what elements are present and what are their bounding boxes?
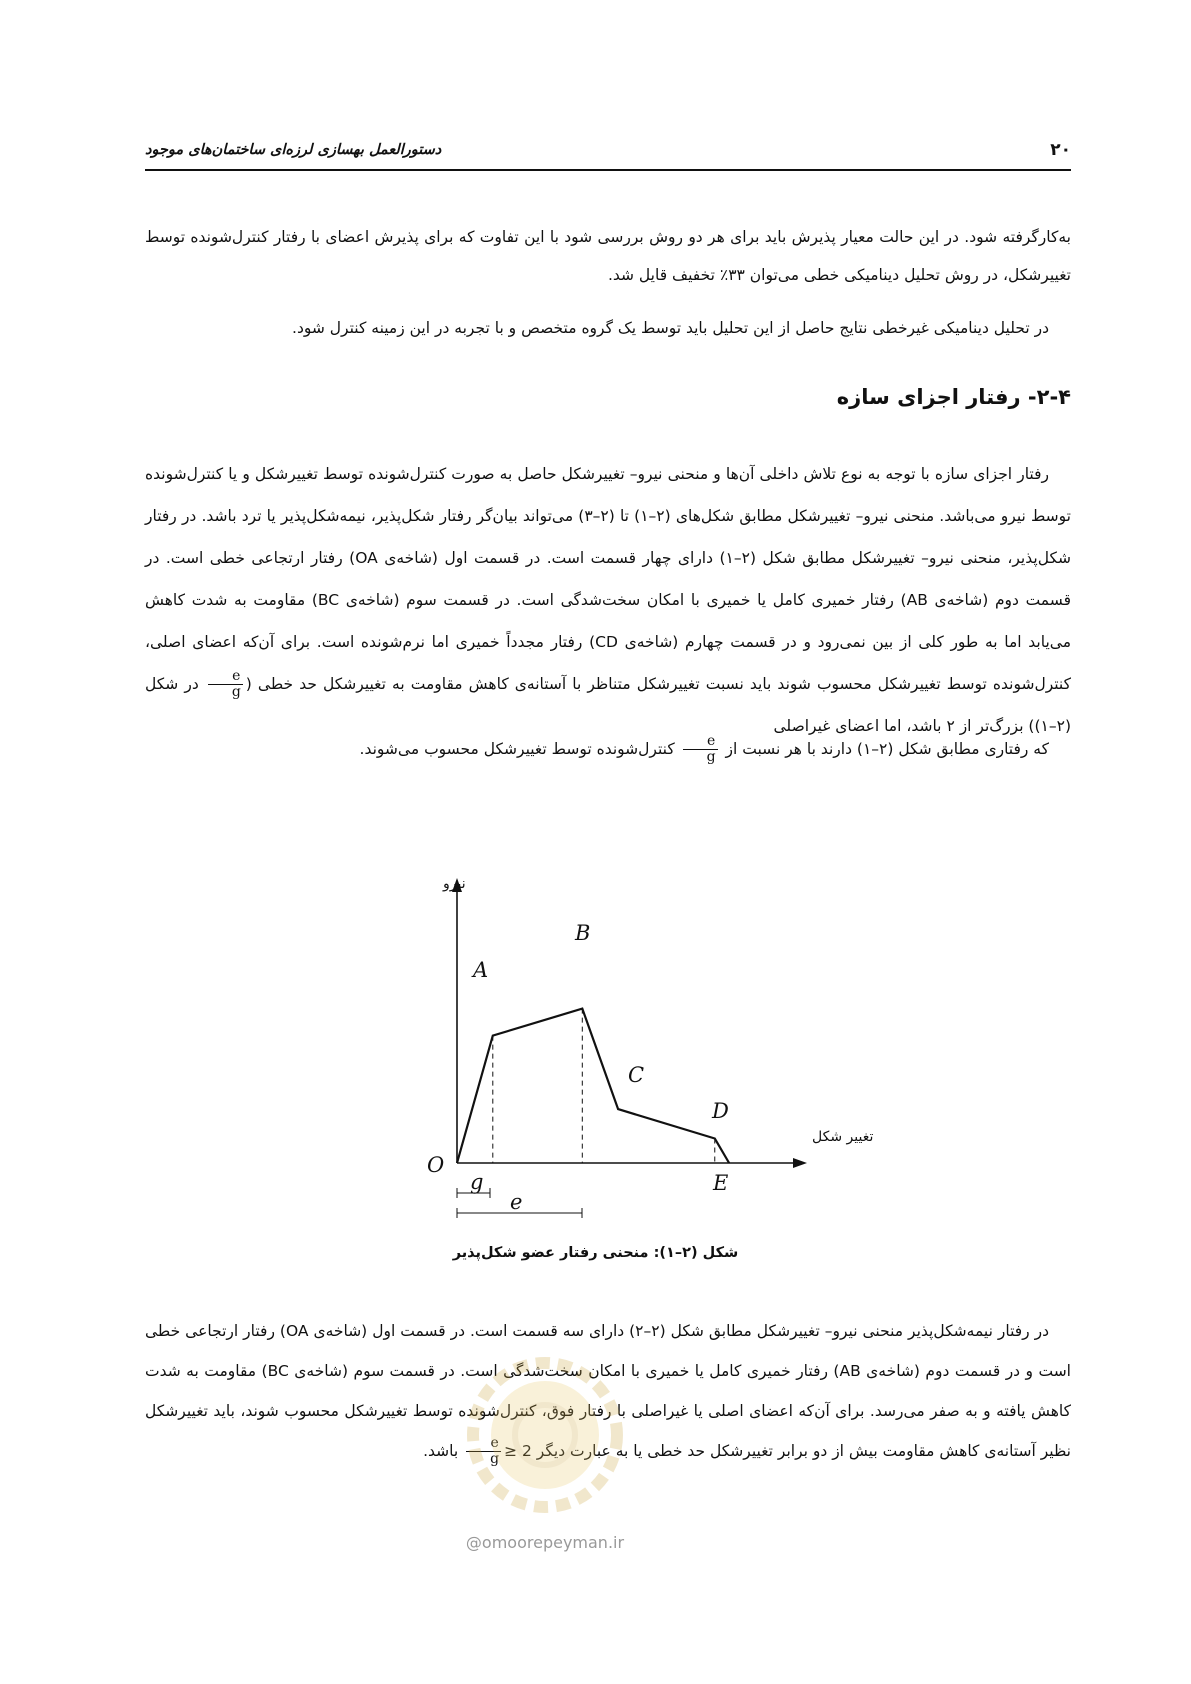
x-axis-arrowhead <box>793 1158 807 1168</box>
paragraph-text <box>145 1311 1071 1471</box>
text-run: رفتار اجزای سازه با توجه به نوع تلاش داخلی آن‌ها و منحنی نیرو– تغییرشکل حاصل به صورت کنترل‌شونده توسط تغییرشکل و یا کنترل‌شونده توسط نیرو می‌باشد. منحنی نیرو– تغییرشکل مطابق شکل‌های (۲–۱) تا (۲–۳) می‌تواند بیان‌گر رفتار شکل‌پذیر، نیمه‌شکل‌پذیر یا ترد باشد. در رفتار شکل‌پذیر، منحنی نیرو– تغییرشکل مطابق شکل (۲–۱) دارای چهار قسمت است. در قسمت اول (شاخه‌ی OA) رفتار ارتجاعی خطی است. در قسمت دوم (شاخه‌ی AB) رفتار خمیری کامل یا خمیری با امکان سخت‌شدگی است. در قسمت سوم (شاخه‌ی BC) مقاومت به شدت کاهش می‌یابد اما به طور کلی از بین نمی‌رود و در قسمت چهارم (شاخه‌ی CD) رفتار مجدداً خمیری اما نرم‌شونده است. برای آن‌که اعضای اصلی، کنترل‌شونده توسط تغییرشکل محسوب شوند باید نسبت تغییرشکل متناظر با آستانه‌ی کاهش مقاومت به تغییرشکل حد خطی ( <box>145 465 1071 693</box>
dimension-label-e: e <box>510 1190 523 1214</box>
section-heading: ۲-۴- رفتار اجزای سازه <box>836 385 1071 409</box>
inequality-value: ≥ 2 <box>504 1442 532 1460</box>
figure-caption: شکل (۲–۱): منحنی رفتار عضو شکل‌پذیر <box>452 1245 739 1261</box>
book-title: دستورالعمل بهسازی لرزه‌ای ساختمان‌های موجود <box>145 142 442 158</box>
fraction-numerator: e <box>208 669 243 685</box>
text-run: که رفتاری مطابق شکل (۲–۱) دارند با هر نسبت از <box>725 740 1049 758</box>
force-deformation-curve <box>457 1009 729 1163</box>
paragraph-semi-ductile <box>145 1311 1071 1471</box>
x-axis-label: تغییر شکل <box>812 1129 874 1145</box>
fraction-numerator: e <box>683 734 718 750</box>
paragraph-text: در تحلیل دینامیکی غیرخطی نتایج حاصل از این تحلیل باید توسط یک گروه متخصص و با تجربه در این زمینه کنترل شود. <box>292 319 1049 337</box>
fraction-denominator: g <box>490 1451 500 1467</box>
text-run: کنترل‌شونده توسط تغییرشکل محسوب می‌شوند. <box>359 740 675 758</box>
text-run: در شکل (۲–۱)) بزرگ‌تر از ۲ باشد، اما اعضای غیراصلی <box>145 675 1071 735</box>
point-label-e: E <box>713 1171 729 1195</box>
watermark-text: @omoorepeyman.ir <box>465 1533 625 1552</box>
point-label-a: A <box>473 958 489 982</box>
fraction-denominator: g <box>706 749 716 765</box>
point-label-o: O <box>427 1153 445 1177</box>
point-label-b: B <box>575 921 591 945</box>
inequality-expression <box>463 1435 532 1467</box>
y-axis-label: نیرو <box>443 876 466 892</box>
page-number: ۲۰ <box>1050 140 1071 160</box>
fraction-numerator: e <box>466 1436 501 1452</box>
fraction-denominator: g <box>231 684 241 700</box>
fraction-e-over-g <box>466 1436 501 1467</box>
dimension-label-g: g <box>470 1170 484 1194</box>
text-run: باشد. <box>423 1442 459 1460</box>
paragraph-text: به‌کارگرفته شود. در این حالت معیار پذیرش باید برای هر دو روش بررسی شود با این تفاوت که برای پذیرش اعضای با رفتار کنترل‌شونده توسط تغییرشکل، در روش تحلیل دینامیکی خطی می‌توان ۳۳٪ تخفیف قایل شد. <box>145 228 1071 284</box>
point-label-c: C <box>628 1063 645 1087</box>
text-run: در رفتار نیمه‌شکل‌پذیر منحنی نیرو– تغییرشکل مطابق شکل (۲–۲) دارای سه قسمت است. در قسمت اول (شاخه‌ی OA) رفتار ارتجاعی خطی است و در قسمت دوم (شاخه‌ی AB) رفتار خمیری کامل یا خمیری با امکان سخت‌شدگی است. در قسمت سوم (شاخه‌ی BC) مقاومت به شدت کاهش یافته و به صفر می‌رسد. برای آن‌که اعضای اصلی یا غیراصلی با رفتار فوق، کنترل‌شونده توسط تغییرشکل محسوب شوند، باید تغییرشکل نظیر آستانه‌ی کاهش مقاومت بیش از دو برابر تغییرشکل حد خطی یا به عبارت دیگر <box>145 1322 1071 1460</box>
point-label-d: D <box>712 1099 729 1123</box>
